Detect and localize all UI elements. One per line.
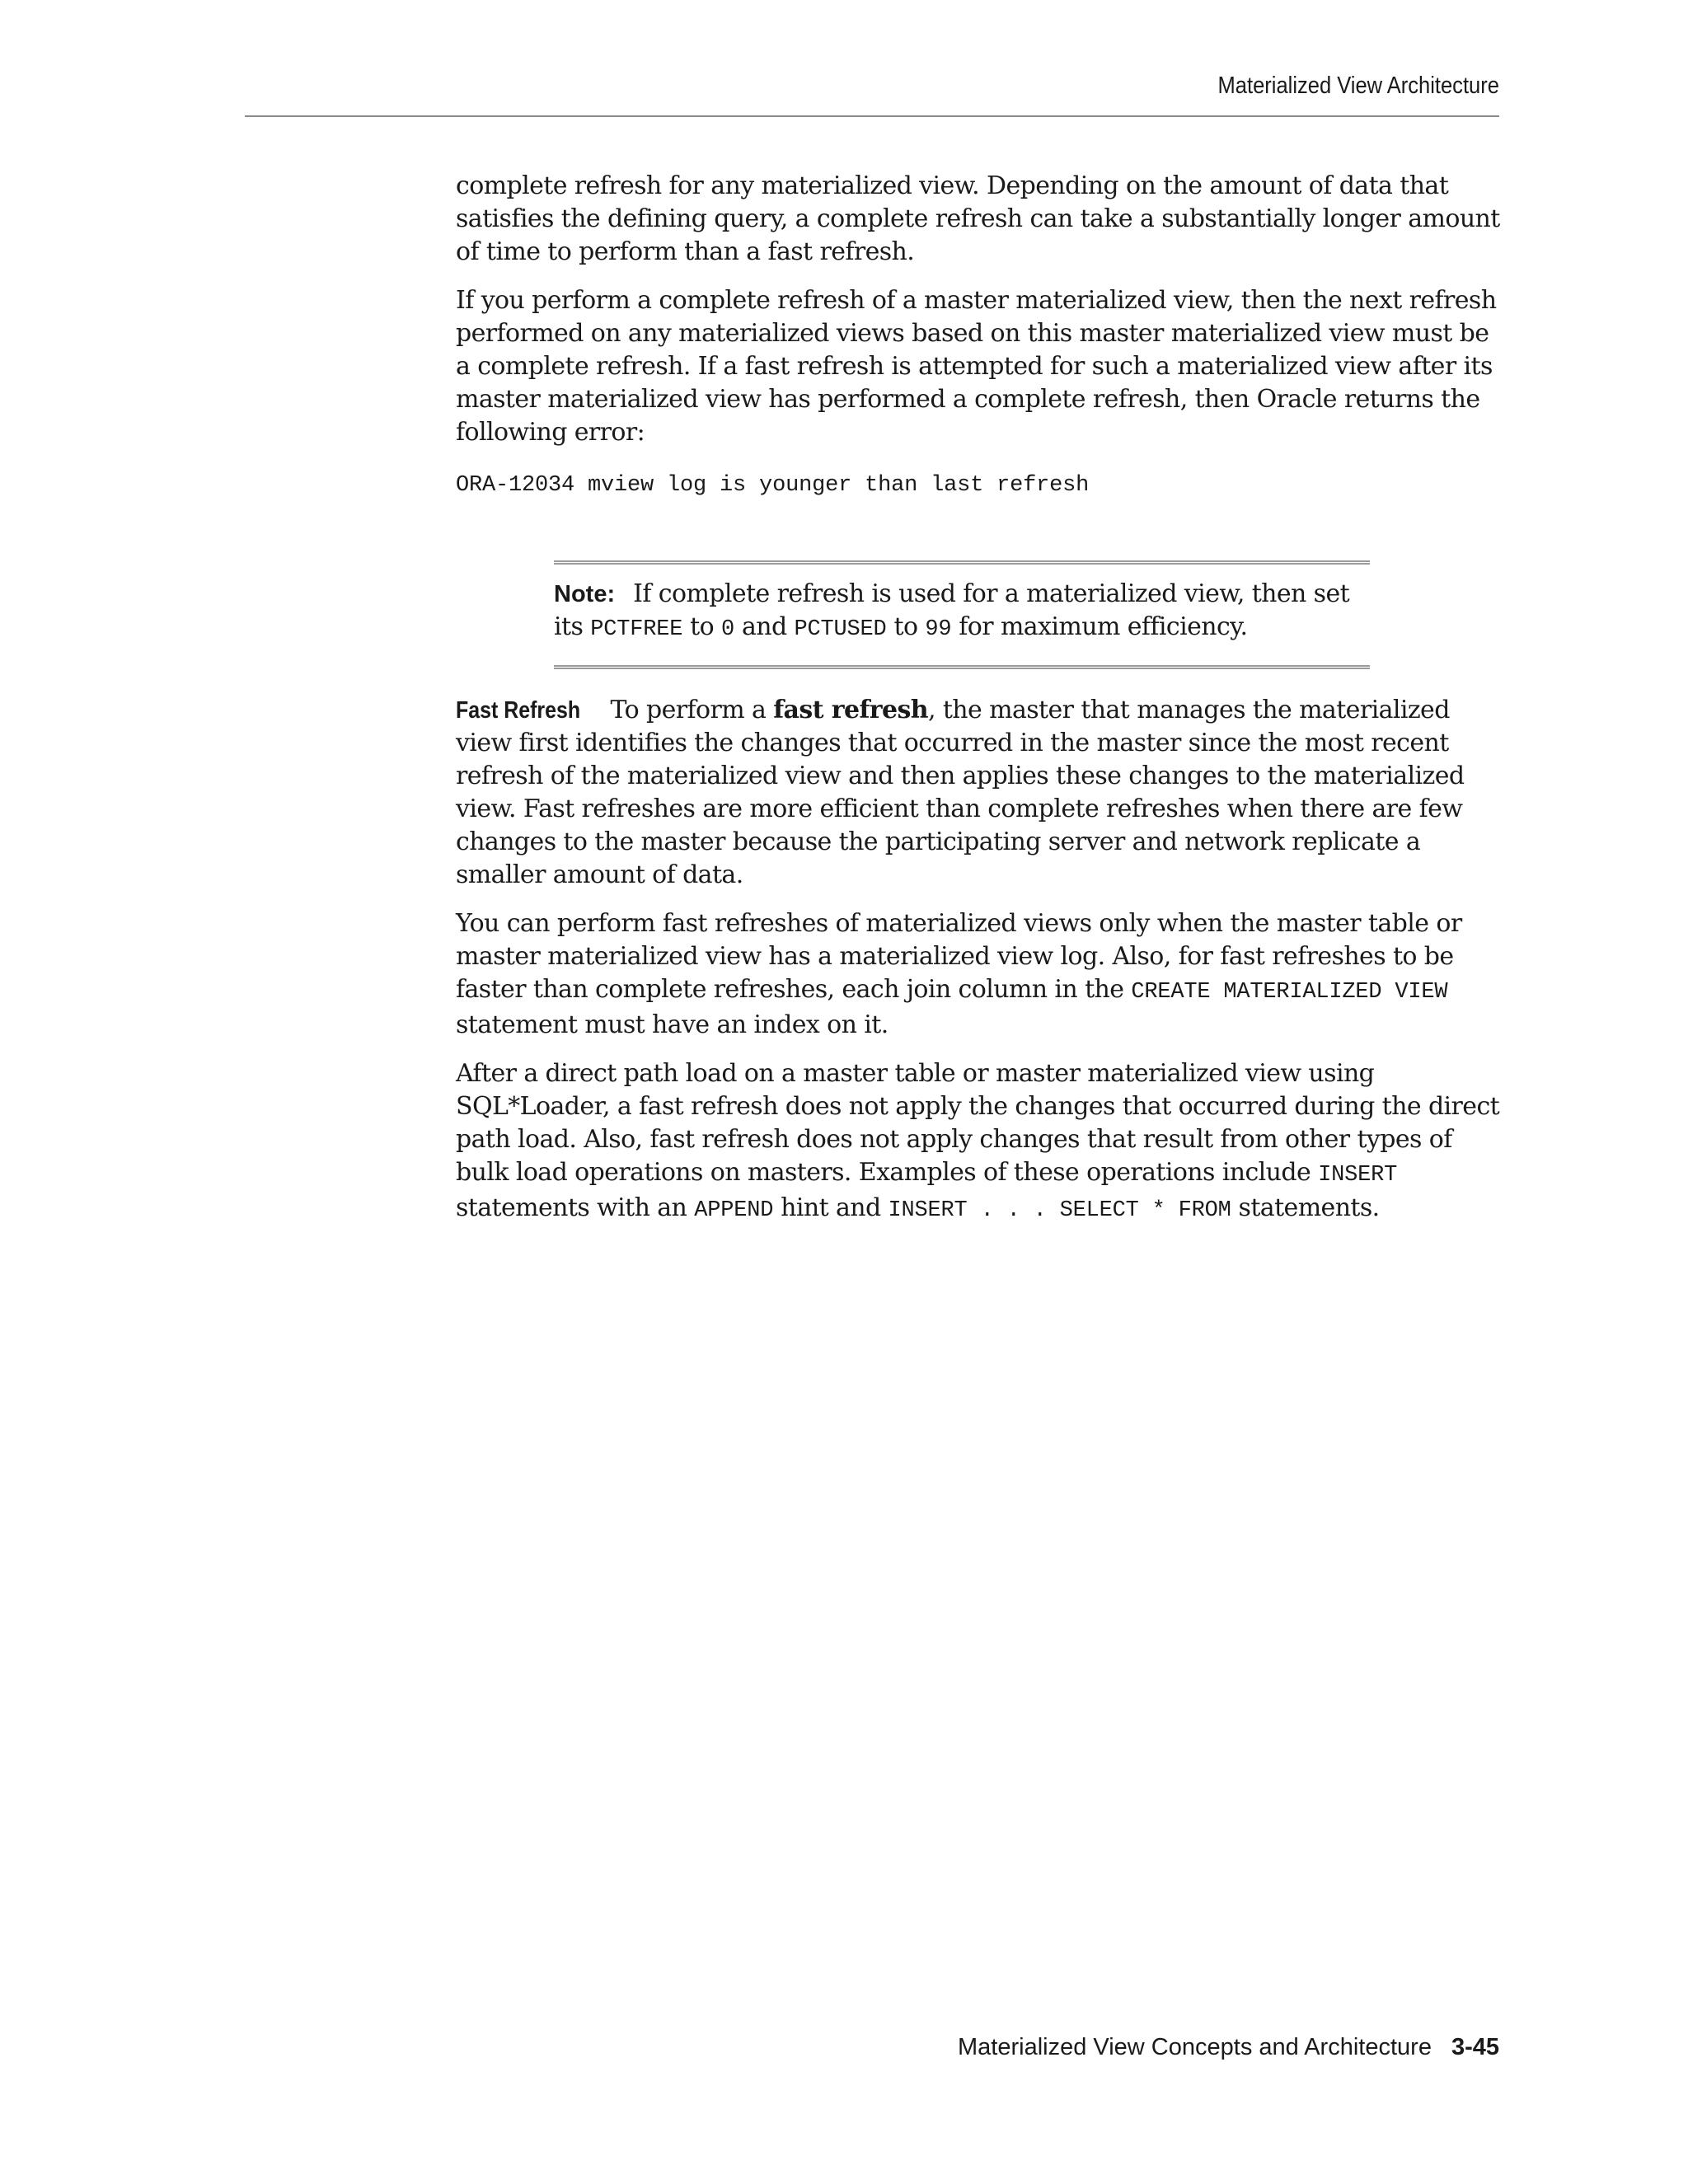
section-fast-refresh [456, 694, 1503, 1243]
paragraph: You can perform fast refreshes of materialized views only when the master table or master materialized view has a materialized view log. Also, for fast refreshes to be faster than complete refreshes, each join column in the CREATE MATERIALIZED VIEW statement must have an index on it. [456, 909, 1462, 1039]
inline-code: 0 [721, 617, 735, 642]
footer-book-title: Materialized View Concepts and Architecture [958, 2034, 1432, 2060]
section-heading: Fast Refresh [456, 697, 581, 724]
inline-code: INSERT [1318, 1163, 1398, 1188]
inline-code: 99 [925, 617, 952, 642]
section-complete-refresh [456, 170, 1503, 502]
page-number: 3-45 [1451, 2034, 1499, 2060]
paragraph: After a direct path load on a master table or master materialized view using SQL*Loader, a fast refresh does not apply the changes that occurred during the direct path load. Also, fast refresh does not apply changes that result from other types of bulk load operations on masters. Examples of these operations include INSERT statements with an APPEND hint and INSERT . . . SELECT * FROM statements. [456, 1059, 1500, 1223]
error-code-block: ORA-12034 mview log is younger than last refresh [456, 473, 1090, 498]
page-footer [958, 2034, 1499, 2061]
paragraph: Fast Refresh To perform a fast refresh, the master that manages the materialized view first identifies the changes that occurred in the master since the most recent refresh of the materialized view and then applies these changes to the materialized view. Fast refreshes are more efficient than complete refreshes when there are few changes to the master because the participating server and network replicate a smaller amount of data. [456, 696, 1465, 889]
term-bold: fast refresh [773, 696, 928, 724]
paragraph: If you perform a complete refresh of a master materialized view, then the next refresh performed on any materialized views based on this master materialized view must be a complete refresh. If a fast refresh is attempted for such a materialized view after its master materialized view has performed a complete refresh, then Oracle returns the following error: [456, 286, 1497, 447]
inline-code: PCTUSED [794, 617, 887, 642]
inline-code: INSERT . . . SELECT * FROM [888, 1198, 1231, 1223]
inline-code: PCTFREE [590, 617, 683, 642]
inline-code: CREATE MATERIALIZED VIEW [1131, 980, 1448, 1005]
note-text: Note: If complete refresh is used for a materialized view, then set its PCTFREE to 0 and PCTUSED to 99 for maximum efficiency. [554, 579, 1350, 642]
note-label: Note: [554, 581, 616, 607]
running-header [245, 73, 1499, 117]
paragraph: complete refresh for any materialized view. Depending on the amount of data that satisfies the defining query, a complete refresh can take a substantially longer amount of time to perform than a fast refresh. [456, 171, 1500, 266]
inline-code: APPEND [694, 1198, 774, 1223]
running-header-title: Materialized View Architecture [1217, 73, 1499, 99]
note-box [554, 560, 1370, 669]
